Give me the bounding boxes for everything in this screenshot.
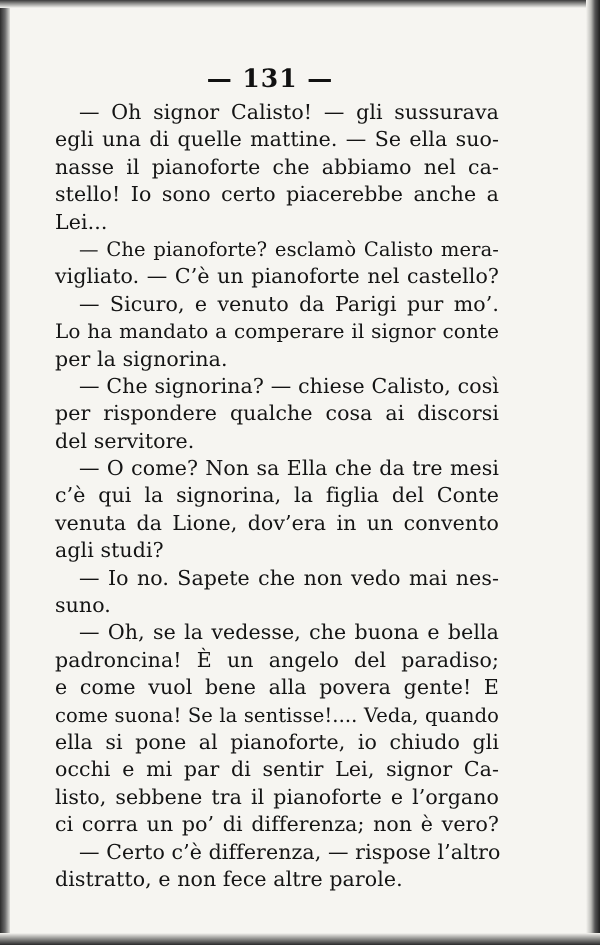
text-line: agli studi? — [55, 538, 164, 563]
text-line: — O come? Non sa Ella che da tre mesi — [79, 456, 499, 481]
text-line: — Sicuro, e venuto da Parigi pur mo’. — [79, 291, 499, 316]
page-edge-left — [0, 0, 10, 945]
text-line: per la signorina. — [55, 346, 228, 371]
text-line: ella si pone al pianoforte, io chiudo gli — [55, 729, 499, 754]
text-line: c’è qui la signorina, la figlia del Conte — [55, 483, 499, 508]
text-line: del servitore. — [55, 428, 195, 453]
text-line: egli una di quelle mattine. — Se ella suo- — [55, 127, 499, 152]
text-line: stello! Io sono certo piacerebbe anche a — [55, 182, 499, 207]
text-line: — Io no. Sapete che non vedo mai nes- — [79, 565, 499, 590]
text-line: — Che pianoforte? esclamò Calisto mera- — [79, 237, 499, 261]
text-line: padroncina! È un angelo del paradiso; — [55, 647, 499, 672]
text-line: e come vuol bene alla povera gente! E — [55, 675, 499, 700]
text-line: ci corra un po’ di differenza; non è vero? — [55, 812, 499, 837]
text-line: Lo ha mandato a comperare il signor conte — [55, 319, 499, 344]
page-edge-bottom — [0, 933, 600, 945]
page-number: — 131 — — [206, 64, 334, 93]
text-line: per rispondere qualche cosa ai discorsi — [55, 401, 499, 426]
text-line: — Oh, se la vedesse, che buona e bella — [79, 620, 499, 645]
text-line: distratto, e non fece altre parole. — [55, 866, 403, 891]
text-line: come suona! Se la sentisse!.... Veda, quando — [55, 703, 499, 727]
text-line: nasse il pianoforte che abbiamo nel ca- — [55, 154, 499, 179]
page-edge-top — [0, 0, 600, 8]
text-line: venuta da Lione, dov’era in un convento — [55, 510, 499, 535]
text-line: — Oh signor Calisto! — gli sussurava — [79, 100, 499, 124]
text-line: suno. — [55, 593, 111, 618]
text-line: vigliato. — C’è un pianoforte nel castello? — [55, 264, 499, 289]
text-line: listo, sebbene tra il pianoforte e l’organo — [55, 784, 499, 809]
text-line: occhi e mi par di sentir Lei, signor Ca- — [55, 757, 499, 782]
text-line: — Che signorina? — chiese Calisto, così — [79, 373, 499, 398]
page-edge-right — [586, 0, 600, 945]
text-line: Lei... — [55, 209, 108, 234]
body-text — [55, 99, 499, 893]
text-line: — Certo c’è differenza, — rispose l’altro — [79, 839, 501, 864]
